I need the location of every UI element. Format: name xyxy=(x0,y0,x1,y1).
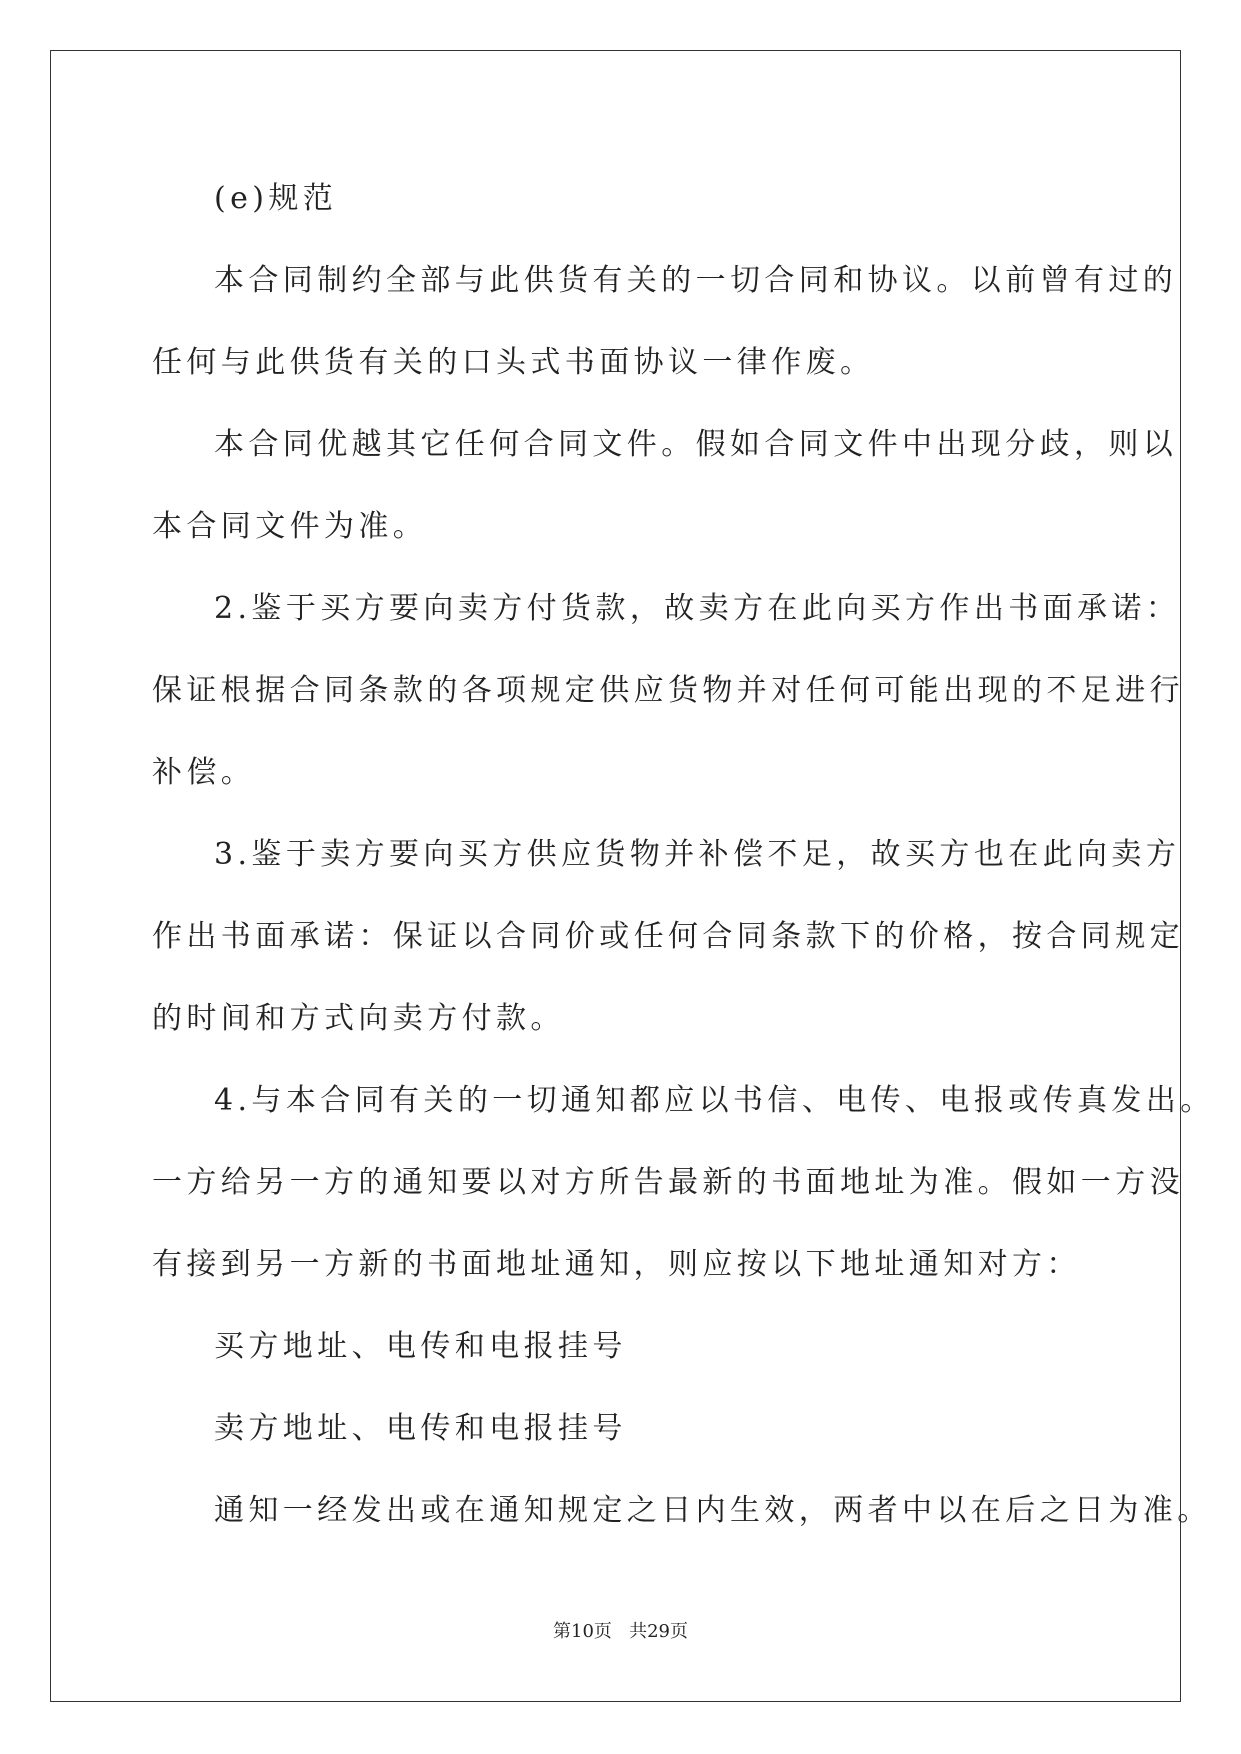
section-heading: (e)规范 xyxy=(214,181,338,216)
page-number: 第10页 xyxy=(553,1621,612,1642)
paragraph-line: 一方给另一方的通知要以对方所告最新的书面地址为准。假如一方没 xyxy=(152,1165,1184,1200)
paragraph-line: 本合同优越其它任何合同文件。假如合同文件中出现分歧，则以 xyxy=(214,427,1178,462)
paragraph-line: 保证根据合同条款的各项规定供应货物并对任何可能出现的不足进行 xyxy=(152,673,1184,708)
paragraph-line: 本合同文件为准。 xyxy=(152,509,428,544)
paragraph-line: 本合同制约全部与此供货有关的一切合同和协议。以前曾有过的 xyxy=(214,263,1178,298)
paragraph-line: 2.鉴于买方要向卖方付货款，故卖方在此向买方作出书面承诺： xyxy=(214,591,1181,626)
paragraph-line: 买方地址、电传和电报挂号 xyxy=(214,1329,627,1364)
paragraph-line: 作出书面承诺：保证以合同价或任何合同条款下的价格，按合同规定 xyxy=(152,919,1184,954)
paragraph-line: 补偿。 xyxy=(152,755,256,790)
document-body xyxy=(152,158,1215,1552)
paragraph-line: 卖方地址、电传和电报挂号 xyxy=(214,1411,627,1446)
page-footer xyxy=(0,1617,1241,1643)
paragraph-line: 的时间和方式向卖方付款。 xyxy=(152,1001,565,1036)
paragraph-line: 任何与此供货有关的口头式书面协议一律作废。 xyxy=(152,345,875,380)
paragraph-line: 4.与本合同有关的一切通知都应以书信、电传、电报或传真发出。 xyxy=(214,1083,1215,1118)
page-total: 共29页 xyxy=(629,1621,688,1642)
paragraph-line: 3.鉴于卖方要向买方供应货物并补偿不足，故买方也在此向卖方 xyxy=(214,837,1181,872)
paragraph-line: 通知一经发出或在通知规定之日内生效，两者中以在后之日为准。 xyxy=(214,1493,1212,1528)
paragraph-line: 有接到另一方新的书面地址通知，则应按以下地址通知对方： xyxy=(152,1247,1081,1282)
